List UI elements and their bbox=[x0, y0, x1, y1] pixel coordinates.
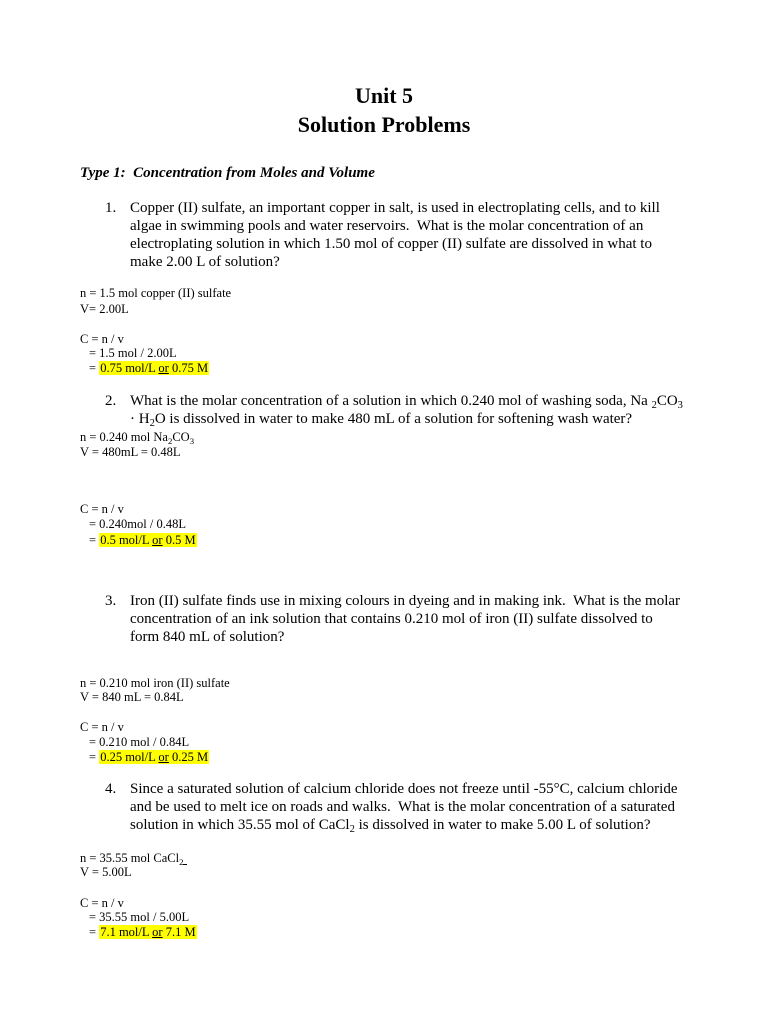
answer-value-mol-per-l: 0.5 mol/L bbox=[100, 533, 153, 547]
problem-1-question-line: make 2.00 L of solution? bbox=[130, 254, 280, 270]
question-text: O is dissolved in water to make 480 mL of a solution for softening wash water? bbox=[154, 411, 633, 427]
or-text: or bbox=[152, 533, 163, 547]
question-text: is dissolved in water to make 5.00 L of solution? bbox=[354, 817, 651, 833]
question-text: solution in which 35.55 mol of CaCl bbox=[130, 817, 350, 833]
problem-3-number: 3. bbox=[105, 593, 117, 609]
underline-mark bbox=[183, 864, 187, 865]
subscript: 2 bbox=[651, 400, 657, 412]
question-text: What is the molar concentration of a solution in which 0.240 mol of washing soda, Na bbox=[130, 393, 652, 409]
answer-value-mol-per-l: 7.1 mol/L bbox=[100, 925, 153, 939]
subscript: 3 bbox=[677, 400, 683, 412]
or-text: or bbox=[158, 750, 169, 764]
page-title: Solution Problems bbox=[297, 112, 471, 137]
problem-2-given-moles bbox=[80, 430, 194, 444]
problem-4-given-volume: V = 5.00L bbox=[80, 865, 132, 879]
highlighted-answer bbox=[99, 361, 209, 375]
problem-4-formula: C = n / v bbox=[80, 896, 124, 910]
problem-4-step: = 35.55 mol / 5.00L bbox=[89, 910, 190, 924]
section-heading: Type 1: Concentration from Moles and Volume bbox=[80, 165, 375, 181]
problem-2-answer-line bbox=[89, 533, 197, 547]
equals-sign: = bbox=[89, 361, 100, 375]
problem-1-question-line: algae in swimming pools and water reservoirs. What is the molar concentration of an bbox=[130, 218, 644, 234]
answer-value-mol-per-l: 0.75 mol/L bbox=[100, 361, 159, 375]
problem-2-step: = 0.240mol / 0.48L bbox=[89, 517, 186, 531]
given-text: CO bbox=[172, 430, 190, 444]
problem-4-question-line bbox=[130, 816, 651, 834]
problem-3-given-volume: V = 840 mL = 0.84L bbox=[80, 690, 184, 704]
problem-2-question-line bbox=[130, 410, 632, 428]
answer-value-molar: 0.75 M bbox=[168, 361, 209, 375]
equals-sign: = bbox=[89, 925, 100, 939]
problem-4-question-line: and be used to melt ice on roads and walks. What is the molar concentration of a saturated bbox=[130, 799, 675, 815]
problem-1-step: = 1.5 mol / 2.00L bbox=[89, 346, 177, 360]
problem-3-question-line: concentration of an ink solution that contains 0.210 mol of iron (II) sulfate dissolved to bbox=[130, 611, 653, 627]
subscript: 2 bbox=[167, 435, 173, 446]
problem-1-number: 1. bbox=[105, 200, 117, 216]
problem-1-question-line: electroplating solution in which 1.50 mol of copper (II) sulfate are dissolved in what to bbox=[130, 236, 652, 252]
problem-1-question-line: Copper (II) sulfate, an important copper in salt, is used in electroplating cells, and to kill bbox=[130, 200, 660, 216]
subscript: 2 bbox=[149, 418, 155, 430]
subscript: 2 bbox=[179, 856, 184, 867]
problem-3-question-line: form 840 mL of solution? bbox=[130, 629, 285, 645]
problem-3-step: = 0.210 mol / 0.84L bbox=[89, 735, 190, 749]
highlighted-answer bbox=[99, 750, 209, 764]
question-text: CO bbox=[656, 393, 678, 409]
problem-2-question-line bbox=[130, 392, 683, 410]
unit-title: Unit 5 bbox=[354, 83, 414, 108]
or-text: or bbox=[158, 361, 169, 375]
problem-1-given-moles: n = 1.5 mol copper (II) sulfate bbox=[80, 286, 232, 300]
problem-4-given-moles bbox=[80, 851, 187, 865]
equals-sign: = bbox=[89, 750, 100, 764]
subscript: 3 bbox=[189, 435, 195, 446]
given-text: n = 35.55 mol CaCl bbox=[80, 851, 180, 865]
answer-value-molar: 0.5 M bbox=[162, 533, 196, 547]
problem-1-given-volume: V= 2.00L bbox=[80, 302, 129, 316]
answer-value-molar: 0.25 M bbox=[168, 750, 209, 764]
equals-sign: = bbox=[89, 533, 100, 547]
problem-2-given-volume: V = 480mL = 0.48L bbox=[80, 445, 181, 459]
problem-3-given-moles: n = 0.210 mol iron (II) sulfate bbox=[80, 676, 230, 690]
question-text: · H bbox=[130, 411, 150, 427]
problem-3-answer-line bbox=[89, 750, 209, 764]
problem-1-formula: C = n / v bbox=[80, 332, 124, 346]
subscript: 2 bbox=[349, 824, 355, 836]
problem-2-formula: C = n / v bbox=[80, 502, 124, 516]
highlighted-answer bbox=[99, 925, 196, 939]
given-text: n = 0.240 mol Na bbox=[80, 430, 168, 444]
answer-value-molar: 7.1 M bbox=[162, 925, 196, 939]
problem-3-formula: C = n / v bbox=[80, 720, 124, 734]
problem-4-question-line: Since a saturated solution of calcium chloride does not freeze until -55°C, calcium chloride bbox=[130, 781, 678, 797]
answer-value-mol-per-l: 0.25 mol/L bbox=[100, 750, 159, 764]
problem-2-number: 2. bbox=[105, 393, 117, 409]
or-text: or bbox=[152, 925, 163, 939]
problem-4-number: 4. bbox=[105, 781, 117, 797]
highlighted-answer bbox=[99, 533, 196, 547]
problem-3-question-line: Iron (II) sulfate finds use in mixing colours in dyeing and in making ink. What is the molar bbox=[130, 593, 681, 609]
problem-1-answer-line bbox=[89, 361, 209, 375]
problem-4-answer-line bbox=[89, 925, 197, 939]
